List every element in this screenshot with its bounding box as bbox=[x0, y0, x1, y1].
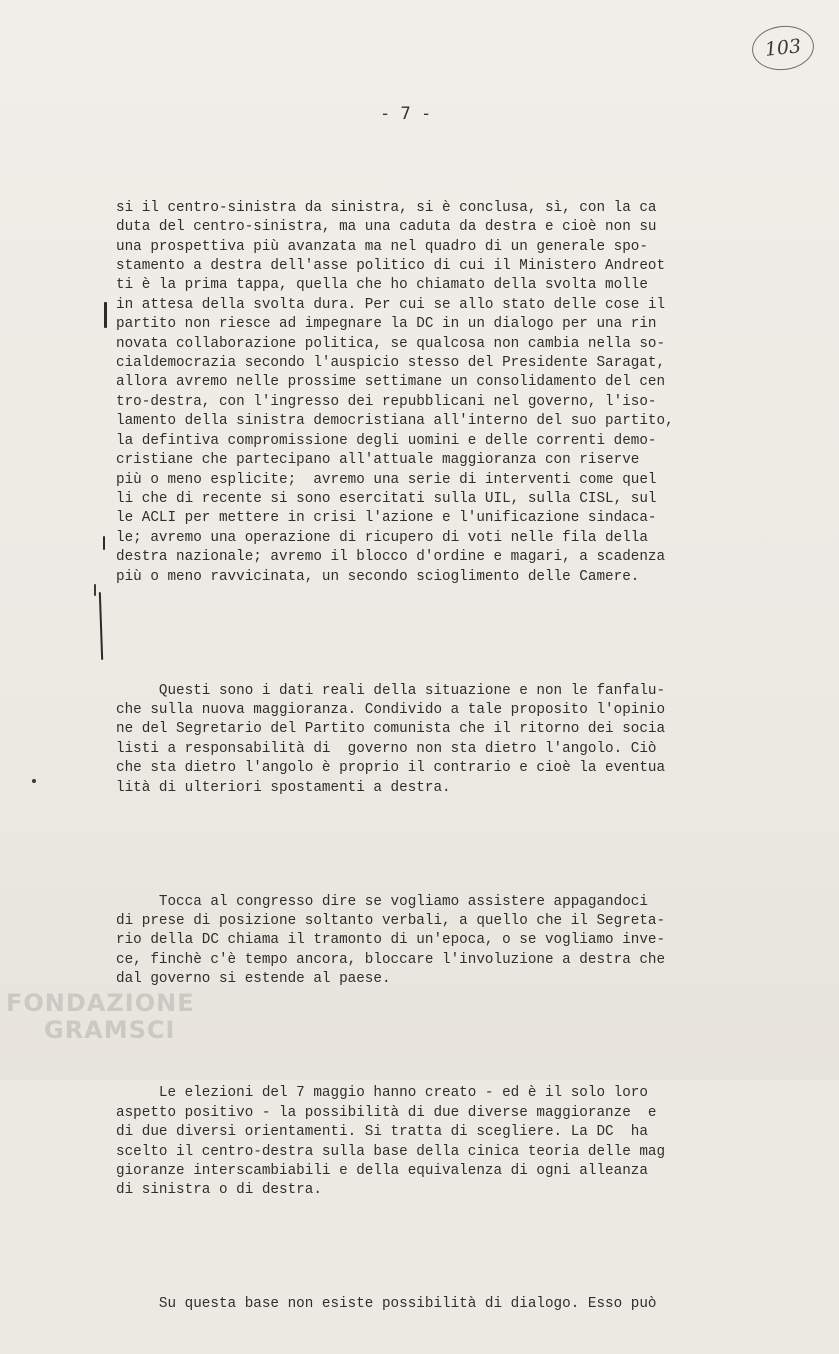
text-line: di sinistra o di destra. bbox=[116, 1182, 322, 1199]
text-line: più o meno esplicite; avremo una serie di interventi come quel bbox=[116, 471, 657, 488]
text-line: ne del Segretario del Partito comunista che il ritorno dei socia bbox=[116, 721, 666, 738]
text-line: scelto il centro-destra sulla base della cinica teoria delle mag bbox=[116, 1143, 666, 1160]
text-line: Su questa base non esiste possibilità di dialogo. Esso può bbox=[116, 1296, 657, 1313]
watermark-logo bbox=[6, 990, 195, 1044]
paragraph bbox=[116, 893, 776, 990]
text-line: cialdemocrazia secondo l'auspicio stesso del Presidente Saragat, bbox=[116, 355, 666, 372]
text-line: Le elezioni del 7 maggio hanno creato - ed è il solo loro bbox=[116, 1085, 648, 1102]
text-line: in attesa della svolta dura. Per cui se allo stato delle cose il bbox=[116, 296, 666, 313]
text-line: allora avremo nelle prossime settimane un consolidamento del cen bbox=[116, 374, 666, 391]
text-line: si il centro-sinistra da sinistra, si è conclusa, sì, con la ca bbox=[116, 199, 657, 216]
margin-dot bbox=[94, 584, 96, 596]
text-line: di prese di posizione soltanto verbali, a quello che il Segreta- bbox=[116, 913, 666, 930]
text-line: novata collaborazione politica, se qualcosa non cambia nella so- bbox=[116, 335, 666, 352]
margin-dot bbox=[32, 779, 36, 783]
text-line: rio della DC chiama il tramonto di un'epoca, o se vogliamo inve- bbox=[116, 932, 666, 949]
text-line: li che di recente si sono esercitati sulla UIL, sulla CISL, sul bbox=[116, 490, 657, 507]
folio-stamp bbox=[750, 23, 816, 73]
paragraph bbox=[116, 682, 776, 798]
body-text bbox=[116, 160, 776, 1354]
text-line: destra nazionale; avremo il blocco d'ordine e magari, a scadenza bbox=[116, 549, 666, 566]
folio-number: 103 bbox=[763, 35, 803, 61]
text-line: ti è la prima tappa, quella che ho chiamato della svolta molle bbox=[116, 277, 648, 294]
text-line: ce, finchè c'è tempo ancora, bloccare l'involuzione a destra che bbox=[116, 951, 666, 968]
text-line: Questi sono i dati reali della situazione e non le fanfalu- bbox=[116, 682, 666, 699]
text-line: dal governo si estende al paese. bbox=[116, 971, 391, 988]
paragraph bbox=[116, 1295, 776, 1314]
text-line: la defintiva compromissione degli uomini e delle correnti demo- bbox=[116, 432, 657, 449]
paragraph bbox=[116, 199, 776, 587]
text-line: Tocca al congresso dire se vogliamo assistere appagandoci bbox=[116, 893, 648, 910]
text-line: partito non riesce ad impegnare la DC in un dialogo per una rin bbox=[116, 316, 657, 333]
text-line: duta del centro-sinistra, ma una caduta da destra e cioè non su bbox=[116, 219, 657, 236]
text-line: aspetto positivo - la possibilità di due diverse maggioranze e bbox=[116, 1104, 657, 1121]
page-number: - 7 - bbox=[380, 104, 432, 124]
text-line: che sulla nuova maggioranza. Condivido a tale proposito l'opinio bbox=[116, 701, 666, 718]
margin-mark bbox=[99, 592, 103, 660]
watermark-line: GRAMSCI bbox=[44, 1016, 176, 1044]
text-line: stamento a destra dell'asse politico di cui il Ministero Andreot bbox=[116, 258, 666, 275]
text-line: gioranze interscambiabili e della equivalenza di ogni alleanza bbox=[116, 1162, 648, 1179]
text-line: listi a responsabilità di governo non sta dietro l'angolo. Ciò bbox=[116, 740, 657, 757]
text-line: più o meno ravvicinata, un secondo scioglimento delle Camere. bbox=[116, 568, 640, 585]
text-line: lità di ulteriori spostamenti a destra. bbox=[116, 779, 451, 796]
text-line: una prospettiva più avanzata ma nel quadro di un generale spo- bbox=[116, 238, 648, 255]
paragraph bbox=[116, 1084, 776, 1200]
text-line: tro-destra, con l'ingresso dei repubblicani nel governo, l'iso- bbox=[116, 393, 657, 410]
text-line: lamento della sinistra democristiana all'interno del suo partito, bbox=[116, 413, 674, 430]
watermark-line: FONDAZIONE bbox=[6, 989, 195, 1017]
margin-mark bbox=[103, 536, 105, 550]
text-line: le ACLI per mettere in crisi l'azione e l'unificazione sindaca- bbox=[116, 510, 657, 527]
text-line: di due diversi orientamenti. Si tratta di scegliere. La DC ha bbox=[116, 1124, 648, 1141]
text-line: che sta dietro l'angolo è proprio il contrario e cioè la eventua bbox=[116, 760, 666, 777]
text-line: cristiane che partecipano all'attuale maggioranza con riserve bbox=[116, 452, 640, 469]
text-line: le; avremo una operazione di ricupero di voti nelle fila della bbox=[116, 529, 648, 546]
margin-mark bbox=[104, 302, 107, 328]
